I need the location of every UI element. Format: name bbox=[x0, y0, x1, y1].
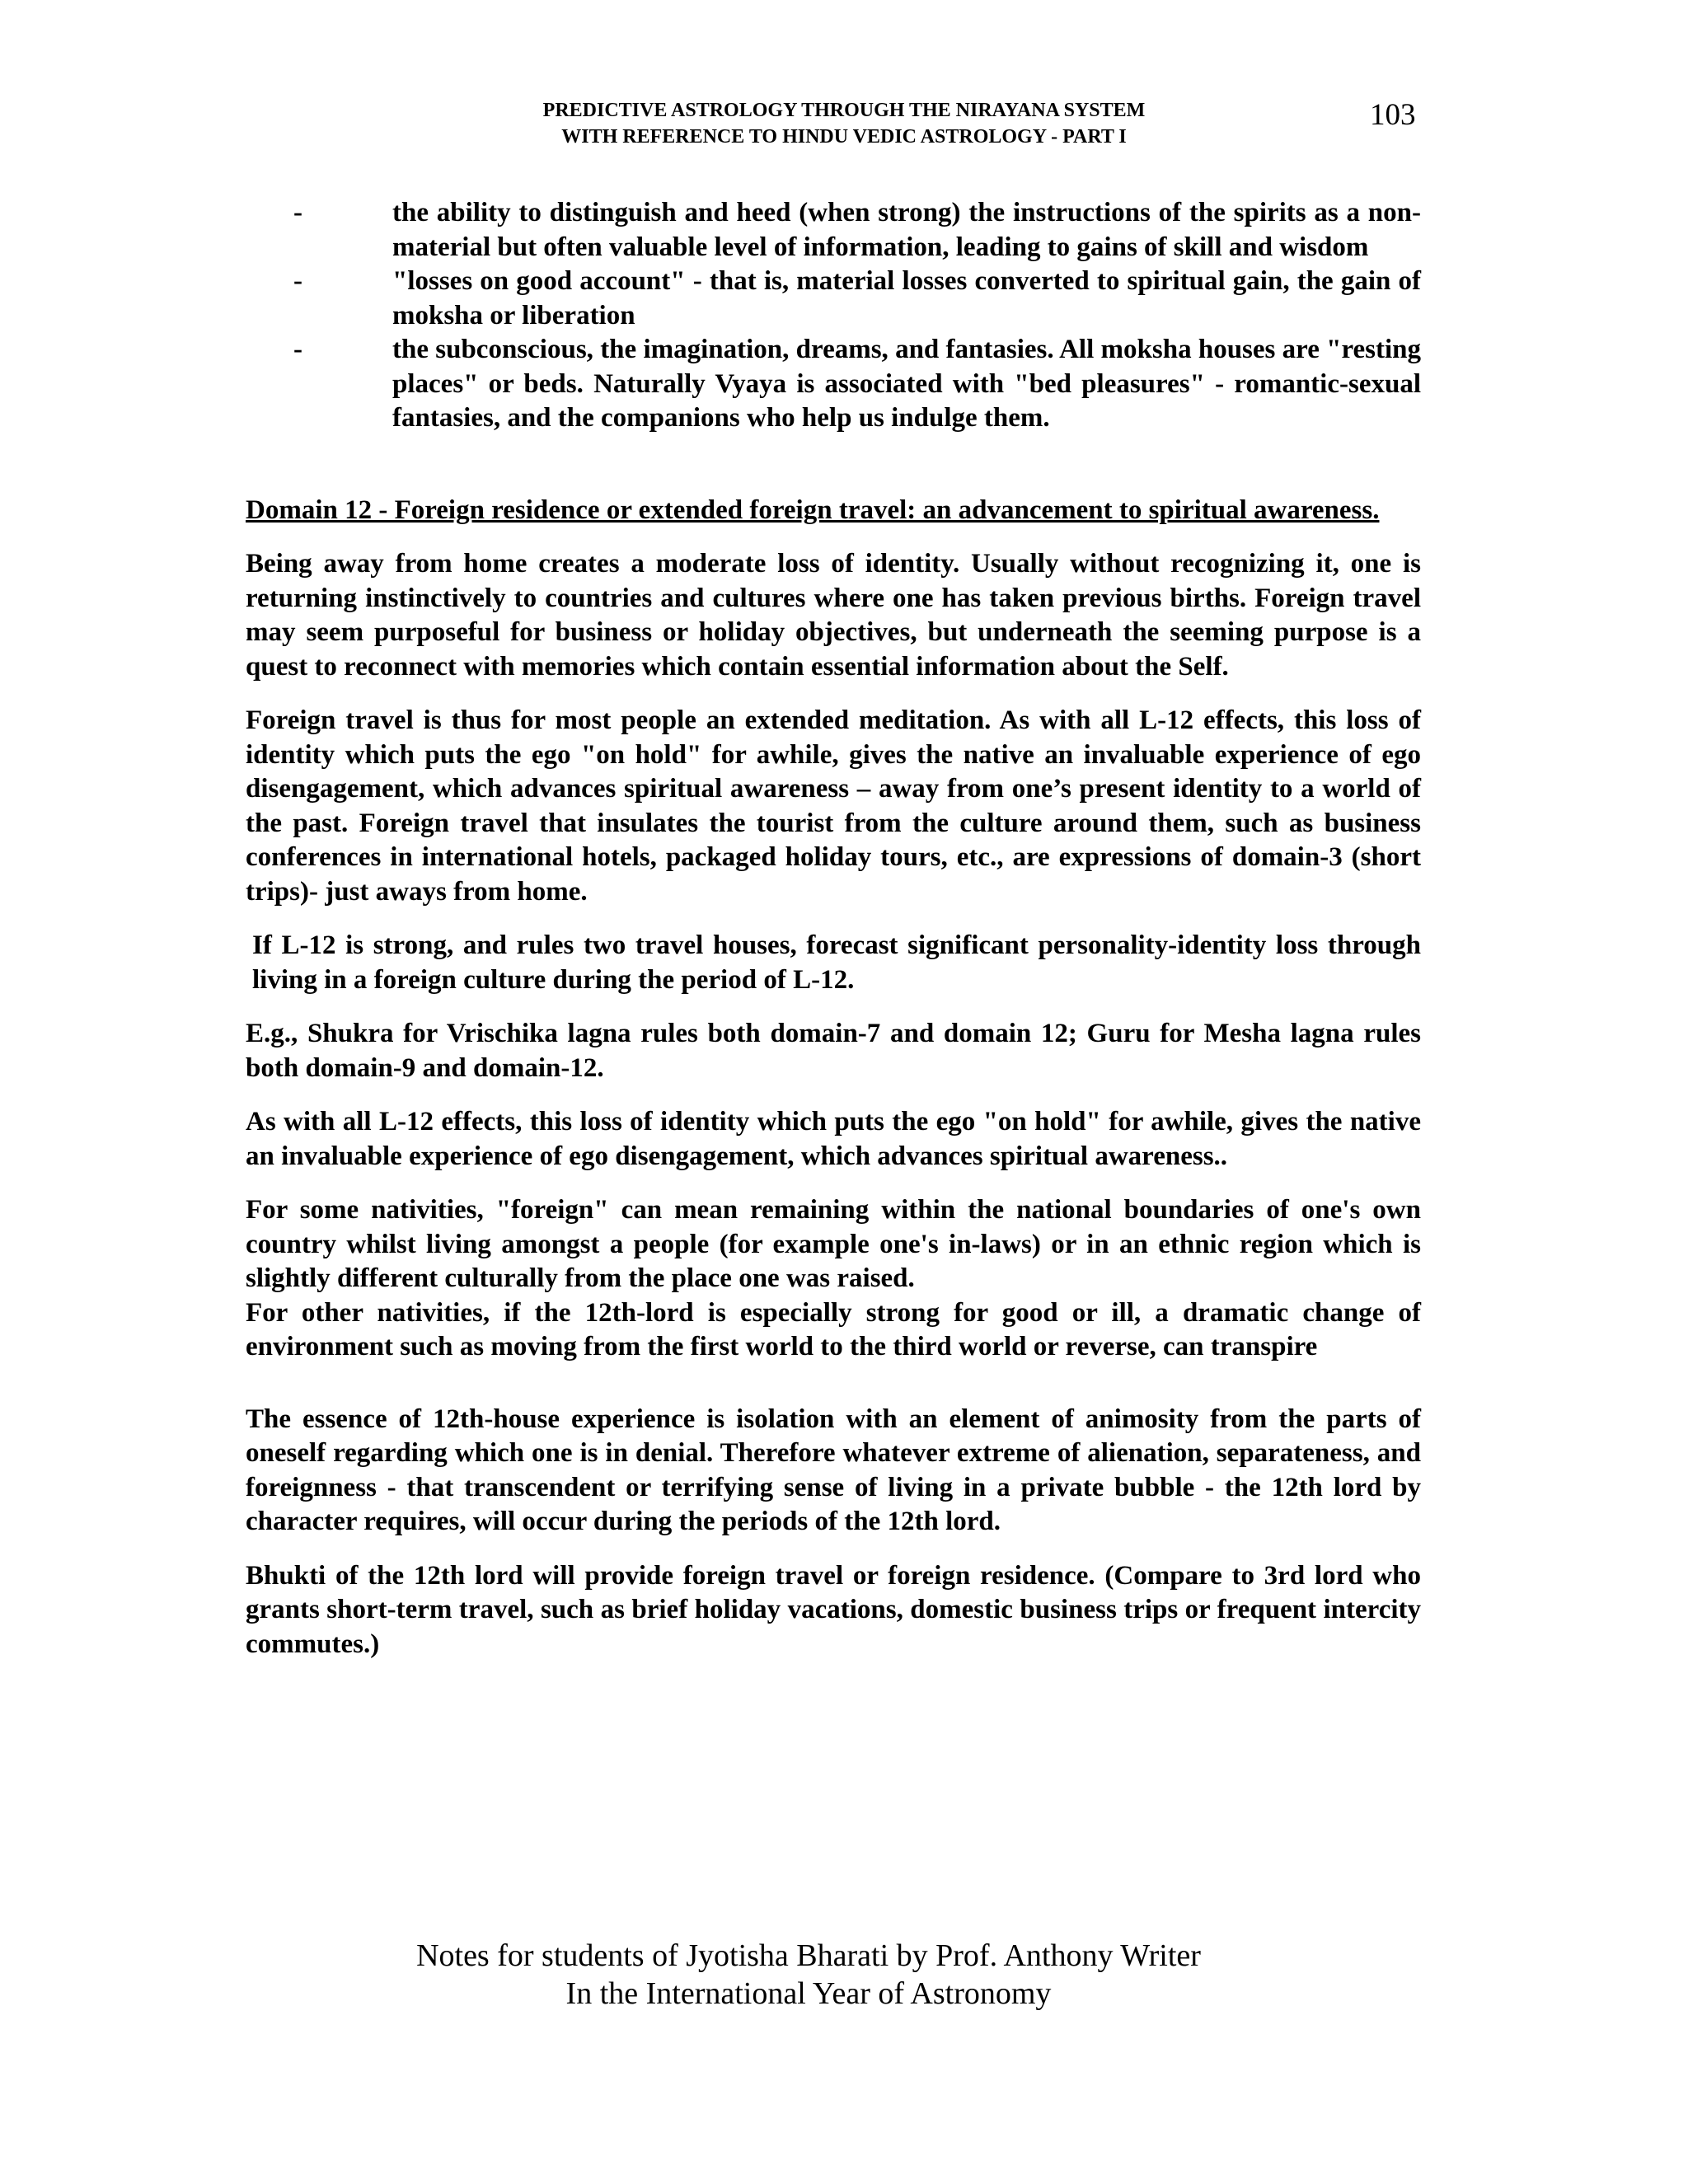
page-footer bbox=[0, 1937, 1617, 2013]
paragraph: As with all L-12 effects, this loss of identity which puts the ego "on hold" for awhile, gives the native an invaluable experience of ego disengagement, which advances spiritual awareness.. bbox=[246, 1107, 1421, 1171]
paragraph: For some nativities, "foreign" can mean remaining within the national boundaries of one's own country whilst living amongst a people (for example one's in-laws) or in an ethnic region which is slightly different culturally from the place one was raised. bbox=[246, 1195, 1421, 1293]
bullet-text: the ability to distinguish and heed (when strong) the instructions of the spirits as a non-material but often valuable level of information, leading to gains of skill and wisdom bbox=[392, 198, 1421, 262]
bullet-item bbox=[246, 333, 1421, 436]
page-body bbox=[246, 196, 1421, 1661]
bullet-dash: - bbox=[293, 198, 302, 227]
bullet-text: the subconscious, the imagination, dreams, and fantasies. All moksha houses are "resting places" or beds. Naturally Vyaya is associated with "bed pleasures" - romantic-sexual fantasies, and the companions who help us indulge them. bbox=[392, 335, 1421, 433]
paragraph: Being away from home creates a moderate loss of identity. Usually without recognizing it, one is returning instinctively to countries and cultures where one has taken previous births. Foreign travel may seem purposeful for business or holiday objectives, but underneath the seeming purpose is a quest to reconnect with memories which contain essential information about the Self. bbox=[246, 549, 1421, 682]
paragraph: E.g., Shukra for Vrischika lagna rules both domain-7 and domain 12; Guru for Mesha lagna rules both domain-9 and domain-12. bbox=[246, 1019, 1421, 1083]
footer-line-1: Notes for students of Jyotisha Bharati by Prof. Anthony Writer bbox=[416, 1938, 1201, 1973]
header-line-1: PREDICTIVE ASTROLOGY THROUGH THE NIRAYANA SYSTEM bbox=[542, 100, 1146, 121]
bullet-dash: - bbox=[293, 266, 302, 296]
page-number: 103 bbox=[1370, 98, 1416, 132]
paragraph: Bhukti of the 12th lord will provide foreign travel or foreign residence. (Compare to 3rd lord who grants short-term travel, such as brief holiday vacations, domestic business trips or frequent intercity commutes.) bbox=[246, 1560, 1421, 1659]
paragraph: The essence of 12th-house experience is isolation with an element of animosity from the parts of oneself regarding which one is in denial. Therefore whatever extreme of alienation, separateness, and foreignness - that transcendent or terrifying sense of living in a private bubble - the 12th lord by character requires, will occur during the periods of the 12th lord. bbox=[246, 1404, 1421, 1536]
bullet-item bbox=[246, 196, 1421, 265]
section-heading: Domain 12 - Foreign residence or extended foreign travel: an advancement to spiritual awareness. bbox=[246, 494, 1380, 525]
bullet-item bbox=[246, 265, 1421, 333]
paragraph: Foreign travel is thus for most people an extended meditation. As with all L-12 effects, this loss of identity which puts the ego "on hold" for awhile, gives the native an invaluable experience of ego disengagement, which advances spiritual awareness – away from one’s present identity to a world of the past. Foreign travel that insulates the tourist from the culture around them, such as business conferences in international hotels, packaged holiday tours, etc., are expressions of domain-3 (short trips)- just aways from home. bbox=[246, 705, 1421, 907]
paragraph: For other nativities, if the 12th-lord is especially strong for good or ill, a dramatic change of environment such as moving from the first world to the third world or reverse, can transpire bbox=[246, 1297, 1421, 1361]
bullet-dash: - bbox=[293, 335, 302, 364]
paragraph: If L-12 is strong, and rules two travel houses, forecast significant personality-identity loss through living in a foreign culture during the period of L-12. bbox=[252, 930, 1421, 995]
footer-line-2: In the International Year of Astronomy bbox=[565, 1976, 1052, 2011]
header-line-2: WITH REFERENCE TO HINDU VEDIC ASTROLOGY - PART I bbox=[561, 126, 1127, 148]
running-header bbox=[0, 97, 1688, 150]
bullet-text: "losses on good account" - that is, material losses converted to spiritual gain, the gain of moksha or liberation bbox=[392, 266, 1421, 330]
